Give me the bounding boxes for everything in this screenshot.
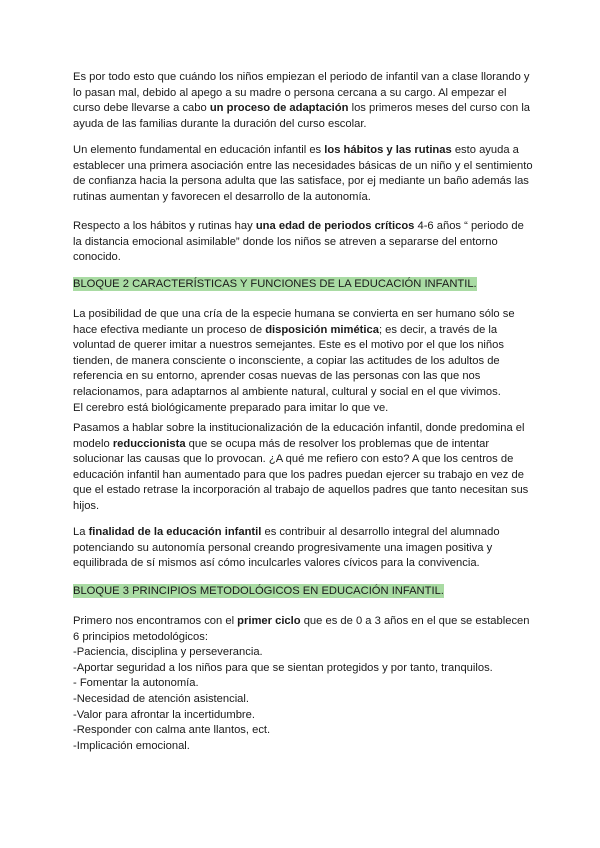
list-item: -Implicación emocional.: [73, 739, 190, 752]
paragraph-habits-routines: [73, 143, 533, 205]
section-heading-bloque-2: [73, 277, 477, 293]
paragraph-first-cycle: [73, 614, 533, 754]
paragraph-text: Pasamos a hablar sobre la institucionalización de la educación infantil, donde predomina el modelo: [73, 422, 525, 450]
paragraph-mimetic-disposition: [73, 307, 533, 416]
list-item: -Responder con calma ante llantos, ect.: [73, 724, 271, 737]
highlighted-heading-text: BLOQUE 3 PRINCIPIOS METODOLÓGICOS EN EDUCACIÓN INFANTIL.: [73, 585, 444, 597]
paragraph-text: Un elemento fundamental en educación infantil es: [73, 144, 325, 156]
bold-term: reduccionista: [112, 437, 186, 450]
bold-term: primer ciclo: [237, 615, 301, 627]
paragraph-text: El cerebro está biológicamente preparado para imitar lo que ve.: [73, 401, 389, 414]
paragraph-adaptation: [73, 70, 533, 132]
list-item: -Valor para afrontar la incertidumbre.: [73, 708, 255, 721]
list-item: -Aportar seguridad a los niños para que se sientan protegidos y por tanto, tranquilos.: [73, 661, 493, 674]
paragraph-institutionalization: [73, 421, 533, 515]
list-item: -Paciencia, disciplina y perseverancia.: [73, 646, 263, 659]
list-item: - Fomentar la autonomía.: [73, 677, 199, 690]
bold-term: los hábitos y las rutinas: [324, 144, 452, 156]
list-item: -Necesidad de atención asistencial.: [73, 692, 249, 705]
paragraph-text: los primeros meses del curso con la ayuda de las familias durante la duración del curso escolar.: [73, 102, 531, 130]
paragraph-text: es contribuir al desarrollo integral del alumnado potenciando su autonomía personal creando progresivamente una imagen positiva y equilibrada de sí mismos así cómo inculcarles valores cívicos para la convivencia.: [73, 526, 500, 570]
bold-term: finalidad de la educación infantil: [88, 526, 262, 538]
highlighted-heading-text: BLOQUE 2 CARACTERÍSTICAS Y FUNCIONES DE LA EDUCACIÓN INFANTIL.: [73, 278, 477, 290]
paragraph-text: 4-6 años “ periodo de la distancia emocional asimilable” donde los niños se atreven a separarse del entorno conocido.: [73, 220, 524, 264]
paragraph-text: Es por todo esto que cuándo los niños empiezan el periodo de infantil van a clase llorando y lo pasan mal, debido al apego a su madre o persona cercana a su cargo. Al empezar el curso debe llevarse a cabo: [73, 71, 530, 115]
paragraph-text: La posibilidad de que una cría de la especie humana se convierta en ser humano sólo se hace efectiva mediante un proceso de: [73, 308, 515, 336]
paragraph-text: Primero nos encontramos con el: [73, 615, 238, 627]
paragraph-critical-periods: [73, 219, 533, 266]
paragraph-text: La: [73, 526, 89, 538]
section-heading-bloque-3: [73, 584, 444, 600]
paragraph-text: que es de 0 a 3 años en el que se establecen 6 principios metodológicos:: [73, 615, 530, 643]
bold-term: una edad de periodos críticos: [255, 220, 415, 232]
paragraph-text: esto ayuda a establecer una primera asociación entre las necesidades básicas de un niño y el sentimiento de confianza hacia la persona adulta que las satisface, por ej mediante un baño además las rutinas aumentan y favorecen el desarrollo de la autonomía.: [73, 144, 533, 203]
bold-term: disposición mimética: [265, 323, 379, 336]
paragraph-purpose: [73, 525, 533, 572]
paragraph-text: Respecto a los hábitos y rutinas hay: [73, 220, 256, 232]
paragraph-text: que se ocupa más de resolver los problemas que de intentar solucionar las causas que lo provocan. ¿A qué me refiero con esto? A que los centros de educación infantil han aumentado para que los padres puedan ejercer su trabajo en vez de que el estado retrase la incorporación al trabajo de aquellos padres que tanto necesitan sus hijos.: [73, 437, 529, 512]
paragraph-text: ; es decir, a través de la voluntad de querer imitar a nuestros semejantes. Este es el motivo por el que los niños tienden, de manera consciente o inconsciente, a copiar las actitudes de los adultos de referencia en su entorno, aprender cosas nuevas de las personas con las que nos relacionamos, para adaptarnos al ambiente natural, cultural y social en el que vivimos.: [73, 323, 504, 398]
bold-term: un proceso de adaptación: [209, 102, 349, 115]
